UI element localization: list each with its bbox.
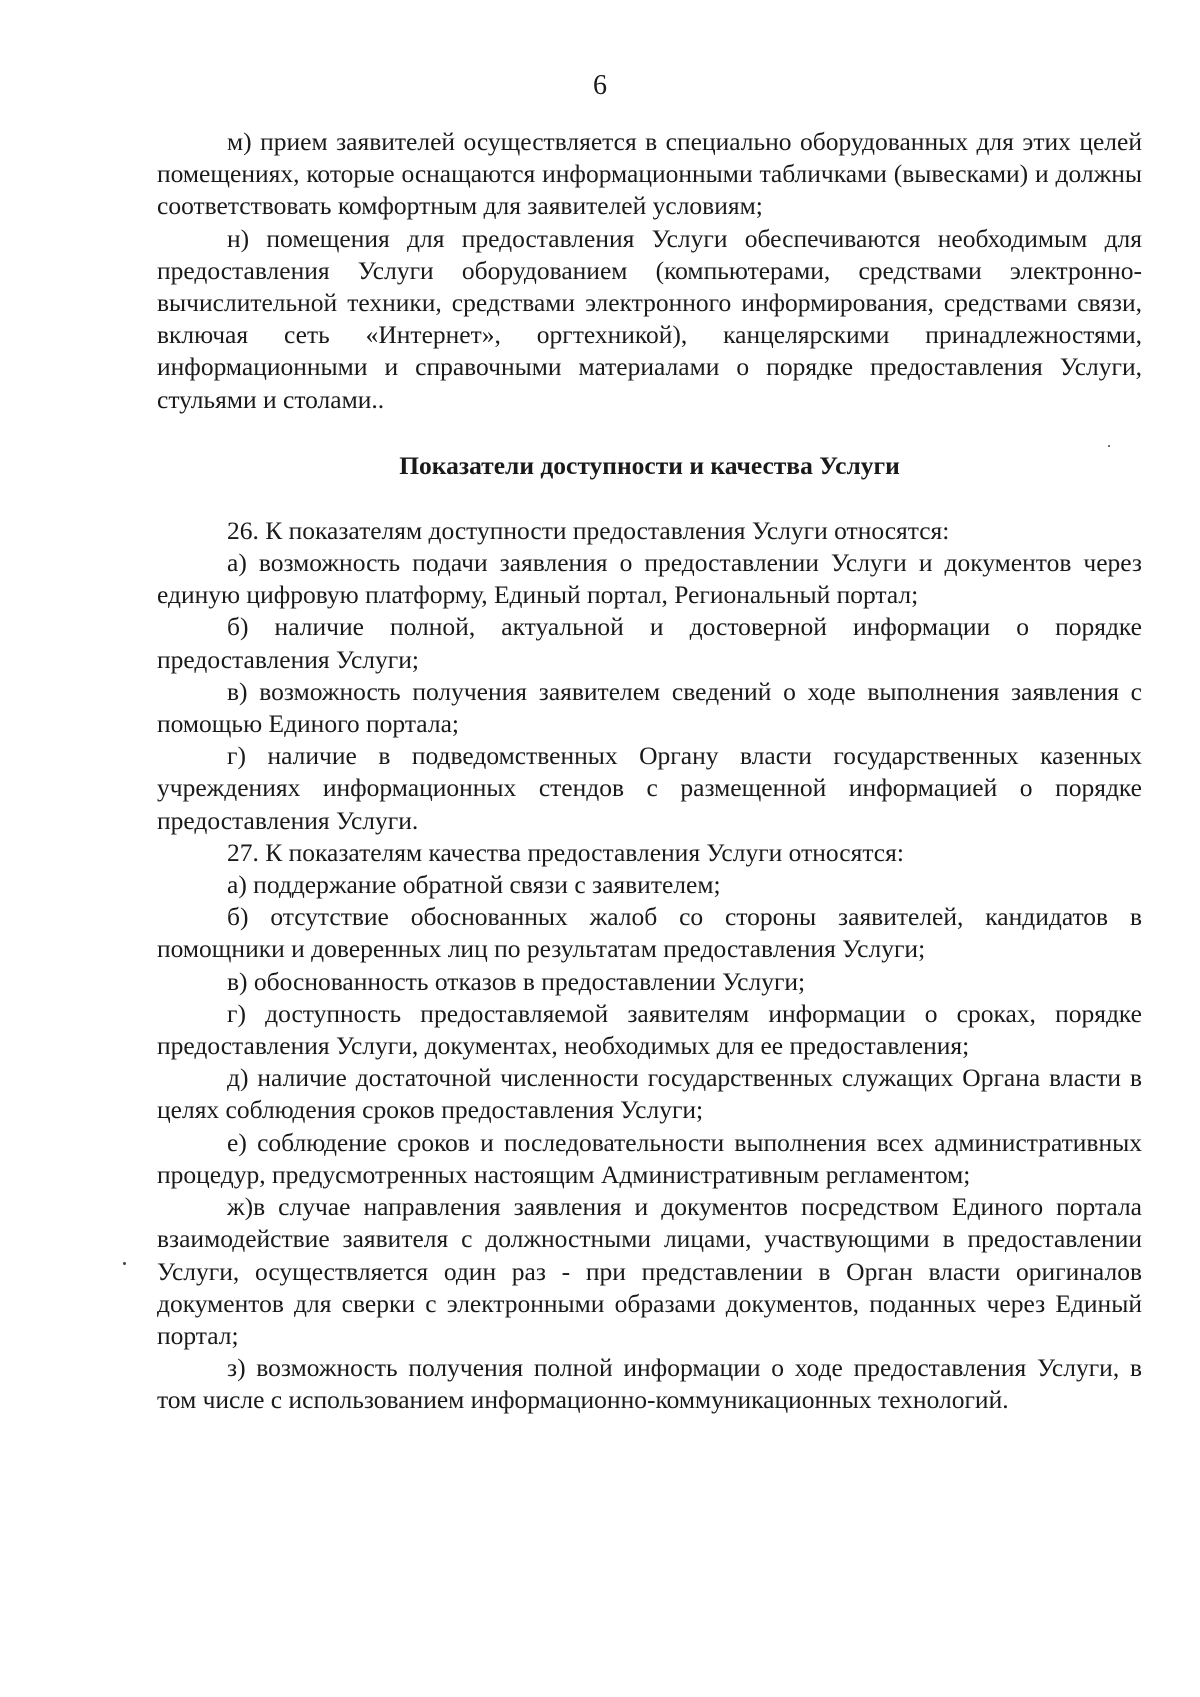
clause-26-intro: 26. К показателям доступности предоставления Услуги относятся: [227,515,950,545]
clause-26-g: г) наличие в подведомственных Органу власти государственных казенных учреждениях информационных стендов с размещенной информацией о порядке предоставления Услуги. [157,741,1142,835]
clause-27-z: з) возможность получения полной информации о ходе предоставления Услуги, в том числе с использованием информационно-коммуникационных технологий. [157,1353,1142,1415]
clause-27-intro: 27. К показателям качества предоставления Услуги относятся: [227,837,904,867]
section-heading: Показатели доступности и качества Услуги [399,450,900,480]
clause-27-e: е) соблюдение сроков и последовательности выполнения всех административных процедур, предусмотренных настоящим Административным регламентом; [157,1127,1142,1189]
clause-27-b: б) отсутствие обоснованных жалоб со стороны заявителей, кандидатов в помощники и доверенных лиц по результатам предоставления Услуги; [157,902,1142,964]
page-number: 6 [593,70,607,101]
clause-26-v: в) возможность получения заявителем сведений о ходе выполнения заявления с помощью Единого портала; [157,676,1142,739]
clause-27-v: в) обоснованность отказов в предоставлении Услуги; [227,966,806,996]
clause-26-a: а) возможность подачи заявления о предоставлении Услуги и документов через единую цифровую платформу, Единый портал, Региональный портал; [157,548,1142,610]
scan-speck [1108,445,1110,447]
clause-27-d: д) наличие достаточной численности государственных служащих Органа власти в целях соблюдения сроков предоставления Услуги; [157,1063,1142,1125]
clause-27-g: г) доступность предоставляемой заявителям информации о сроках, порядке предоставления Услуги, документах, необходимых для ее предоставления; [157,998,1142,1061]
clause-27-a: а) поддержание обратной связи с заявителем; [227,870,721,900]
paragraph-n: н) помещения для предоставления Услуги обеспечиваются необходимым для предоставления Услуги оборудованием (компьютерами, средствами электронно-вычислительной техники, средствами электронного информирования, средствами связи, включая сеть «Интернет», оргтехникой), канцелярскими принадлежностями, информационными и справочными материалами о порядке предоставления Услуги, стульями и столами.. [157,223,1142,414]
clause-26-b: б) наличие полной, актуальной и достоверной информации о порядке предоставления Услуги; [157,612,1142,674]
document-body [157,126,1142,1417]
paragraph-m: м) прием заявителей осуществляется в специально оборудованных для этих целей помещениях, которые оснащаются информационными табличками (вывесками) и должны соответствовать комфортным для заявителей условиям; [157,127,1142,221]
scan-speck [123,1262,126,1265]
clause-27-zh: ж)в случае направления заявления и документов посредством Единого портала взаимодействие заявителя с должностными лицами, участвующими в предоставлении Услуги, осуществляется один раз - при представлении в Орган власти оригиналов документов для сверки с электронными образами документов, поданных через Единый портал; [157,1192,1142,1350]
